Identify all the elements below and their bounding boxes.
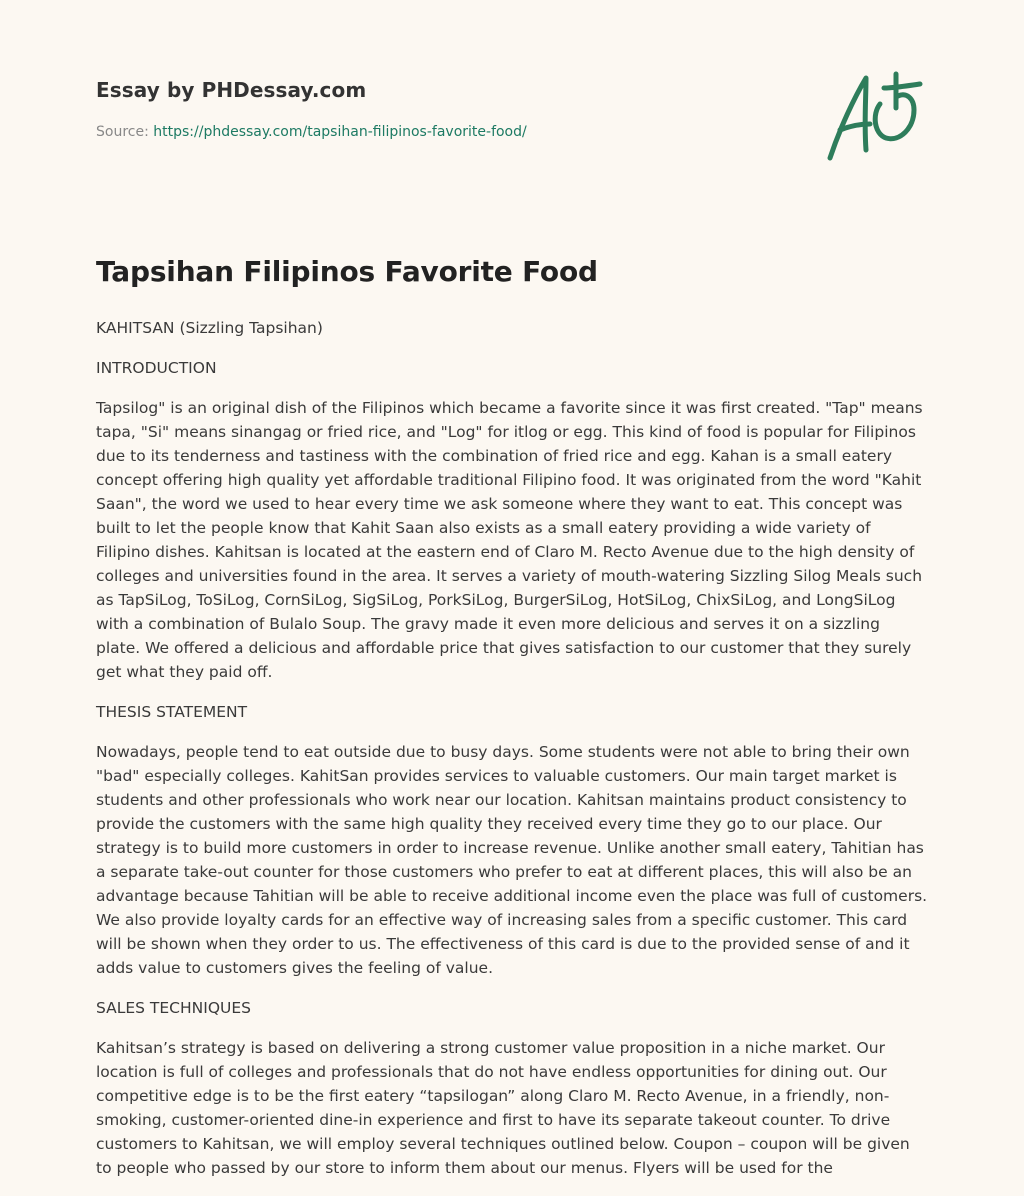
source-line bbox=[96, 124, 527, 140]
section-heading-introduction: INTRODUCTION bbox=[96, 359, 217, 377]
section-heading-thesis: THESIS STATEMENT bbox=[96, 703, 248, 721]
essay-title: Tapsihan Filipinos Favorite Food bbox=[96, 255, 598, 288]
paragraph-sales: Kahitsan’s strategy is based on delivering a strong customer value proposition in a niche market. Our location is full of colleges and professionals that do not have endless opportunities for dining out. Our competitive edge is to be the first eatery “tapsilogan” along Claro M. Recto Avenue, in a friendly, non-smoking, customer-oriented dine-in experience and first to have its separate takeout counter. To drive customers to Kahitsan, we will employ several techniques outlined below. Coupon – coupon will be given to people who passed by our store to inform them about our menus. Flyers will be used for the bbox=[96, 1039, 910, 1177]
paragraph-introduction: Tapsilog" is an original dish of the Filipinos which became a favorite since it was first created. "Tap" means tapa, "Si" means sinangag or fried rice, and "Log" for itlog or egg. This kind of food is popular for Filipinos due to its tenderness and tastiness with the combination of fried rice and egg. Kahan is a small eatery concept offering high quality yet affordable traditional Filipino food. It was originated from the word "Kahit Saan", the word we used to hear every time we ask someone where they want to eat. This concept was built to let the people know that Kahit Saan also exists as a small eatery providing a wide variety of Filipino dishes. Kahitsan is located at the eastern end of Claro M. Recto Avenue due to the high density of colleges and universities found in the area. It serves a variety of mouth-watering Sizzling Silog Meals such as TapSiLog, ToSiLog, CornSiLog, SigSiLog, PorkSiLog, BurgerSiLog, HotSiLog, ChixSiLog, and LongSiLog with a combination of Bulalo Soup. The gravy made it even more delicious and serves it on a sizzling plate. We offered a delicious and affordable price that gives satisfaction to our customer that they surely get what they paid off. bbox=[96, 399, 923, 681]
section-heading-sales: SALES TECHNIQUES bbox=[96, 999, 252, 1017]
paragraph-thesis: Nowadays, people tend to eat outside due to busy days. Some students were not able to bring their own "bad" especially colleges. KahitSan provides services to valuable customers. Our main target market is students and other professionals who work near our location. Kahitsan maintains product consistency to provide the customers with the same high quality they received every time they go to our place. Our strategy is to build more customers in order to increase revenue. Unlike another small eatery, Tahitian has a separate take-out counter for those customers who prefer to eat at different places, this will also be an advantage because Tahitian will be able to receive additional income even the place was full of customers. We also provide loyalty cards for an effective way of increasing sales from a specific customer. This card will be shown when they order to us. The effectiveness of this card is due to the provided sense of and it adds value to customers gives the feeling of value. bbox=[96, 743, 928, 977]
source-label: Source: bbox=[96, 124, 154, 140]
source-link[interactable]: https://phdessay.com/tapsihan-filipinos-favorite-food/ bbox=[153, 124, 527, 140]
a-plus-logo-icon bbox=[822, 68, 932, 168]
essay-body bbox=[96, 316, 928, 1196]
essay-subtitle: KAHITSAN (Sizzling Tapsihan) bbox=[96, 319, 323, 337]
site-brand: Essay by PHDessay.com bbox=[96, 78, 367, 102]
